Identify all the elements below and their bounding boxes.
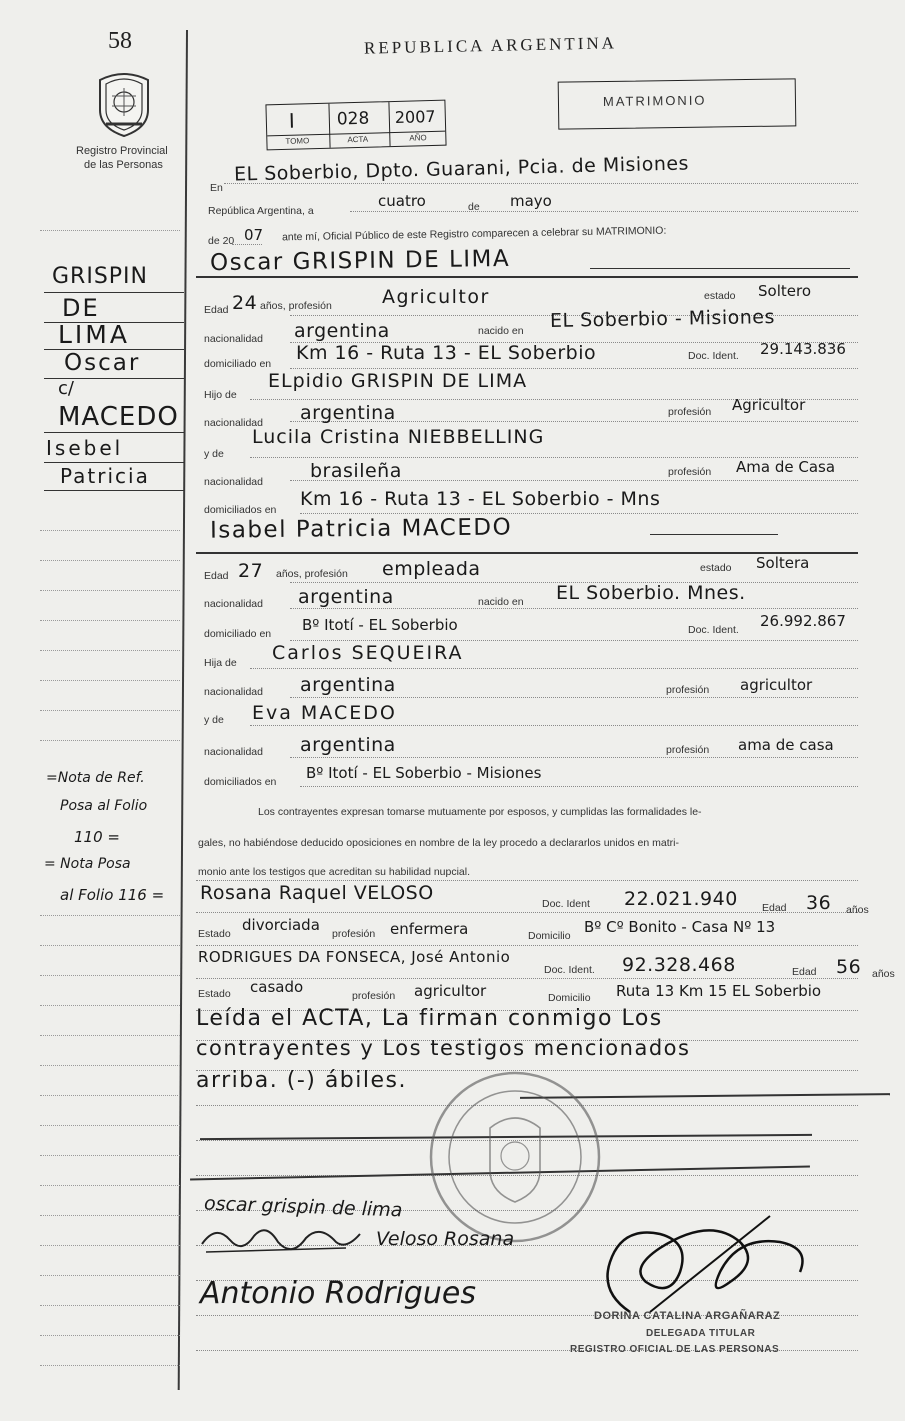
witness1-age-label: Edad [762,902,787,914]
witness1-domicile-label: Domicilio [528,930,571,942]
officer-signature-icon [590,1212,820,1322]
groom-father-label: Hijo de [204,389,237,401]
bride-father-profession: agricultor [740,676,813,694]
bride-birthplace: EL Soberbio. Mnes. [556,582,746,604]
closing-line-3: arriba. (-) ábiles. [196,1068,407,1093]
country-title: REPUBLICA ARGENTINA [363,33,618,58]
groom-mother-profession: Ama de Casa [736,458,836,476]
bride-nationality: argentina [298,586,394,608]
witness2-doc-label: Doc. Ident. [544,964,595,976]
groom-birthplace-label: nacido en [478,325,524,337]
record-id-box [265,100,446,151]
bride-father-label: Hija de [204,657,237,669]
intro-en-label: En [210,182,223,194]
witness2-profession: agricultor [414,982,487,1000]
groom-edad-label: Edad [204,304,229,316]
groom-status: Soltero [758,282,811,300]
signature-groom: oscar grispin de lima [203,1192,403,1222]
bride-nationality-label: nacionalidad [204,598,263,610]
margin-groom-surname-1: GRISPIN [52,264,148,289]
officer-name: DORINA CATALINA ARGAÑARAZ [594,1310,781,1322]
bride-domicile-label: domiciliado en [204,628,272,640]
record-type-label: MATRIMONIO [602,92,707,110]
bride-father-nationality: argentina [300,674,396,696]
groom-mother-nationality: brasileña [310,460,402,482]
tomo-label: TOMO [285,136,310,146]
declaration-line-2: gales, no habiéndose deducido oposiciones en nombre de la ley procedo a declararlos unidos en matri- [198,837,679,849]
groom-father-nationality: argentina [300,402,396,424]
groom-profession-label: años, profesión [260,300,332,312]
bride-mother-profession-label: profesión [666,744,710,756]
groom-estado-label: estado [704,290,736,302]
witness1-status: divorciada [242,916,320,934]
groom-mother-profession-label: profesión [668,466,712,478]
groom-birthplace: EL Soberbio - Misiones [549,306,776,332]
intro-republica-label: República Argentina, a [208,205,314,217]
margin-note-5: al Folio 116 = [60,886,165,904]
margin-bride-given-2: Patricia [60,464,150,488]
acta-value: 028 [336,108,370,130]
groom-mother-nationality-label: nacionalidad [204,476,263,488]
bride-parents-domicile-label: domiciliados en [204,776,277,788]
groom-name: Oscar GRISPIN DE LIMA [209,245,511,277]
bride-profession-label: años, profesión [276,568,348,580]
closing-line-2: contrayentes y Los testigos mencionados [196,1036,691,1060]
intro-sentence: ante mí, Oficial Público de este Registro comparecen a celebrar su MATRIMONIO: [281,224,667,244]
witness2-domicile: Ruta 13 Km 15 EL Soberbio [616,982,822,1000]
witness2-anos-label: años [872,968,895,980]
registry-name-line1: Registro Provincial [76,145,168,157]
bride-father-profession-label: profesión [666,684,710,696]
bride-mother-nationality: argentina [300,734,396,756]
margin-note-1: =Nota de Ref. [46,770,145,786]
witness2-profession-label: profesión [352,990,396,1002]
witness1-status-label: Estado [198,928,231,940]
groom-doc: 29.143.836 [760,340,846,358]
signature-witness1: Veloso Rosana [376,1228,515,1250]
ano-value: 2007 [394,106,436,127]
bride-mother-profession: ama de casa [738,736,834,754]
margin-groom-surname-2: DE [62,294,100,322]
witness2-status: casado [250,978,304,996]
bride-domicile: Bº Itotí - EL Soberbio [302,616,458,634]
ano-label: AÑO [409,133,427,143]
witness1-name: Rosana Raquel VELOSO [200,882,434,904]
groom-doc-label: Doc. Ident. [688,350,739,362]
bride-status: Soltera [756,554,810,572]
witness1-anos-label: años [846,904,869,916]
groom-mother-label: y de [204,448,224,460]
margin-note-4: = Nota Posa [44,856,131,872]
margin-bride-given-1: Isebel [46,436,124,460]
record-type-box [558,78,797,129]
bride-father: Carlos SEQUEIRA [272,642,464,664]
officer-office: REGISTRO OFICIAL DE LAS PERSONAS [570,1344,780,1355]
tomo-value: I [288,108,296,133]
signature-scribble-icon [196,1218,366,1258]
groom-profession: Agricultor [382,286,490,308]
bride-edad-label: Edad [204,570,229,582]
groom-father-nationality-label: nacionalidad [204,417,263,429]
registry-name-line2: de las Personas [84,159,163,171]
page-number: 58 [108,28,132,54]
margin-bride-surname: MACEDO [58,402,179,432]
witness2-age: 56 [836,956,862,978]
groom-parents-domicile: Km 16 - Ruta 13 - EL Soberbio - Mns [300,488,661,510]
witness1-domicile: Bº Cº Bonito - Casa Nº 13 [584,918,776,936]
intro-de20-label: de 20 [208,235,235,247]
witness2-name: RODRIGUES DA FONSECA, José Antonio [198,948,511,966]
groom-nationality: argentina [294,320,390,342]
witness2-domicile-label: Domicilio [548,992,591,1004]
registry-stamp-icon [426,1068,604,1246]
margin-note-2: Posa al Folio [60,798,148,814]
witness1-doc: 22.021.940 [624,888,738,910]
declaration-line-1: Los contrayentes expresan tomarse mutuamente por esposos, y cumplidas las formalidades le- [258,806,702,818]
provincial-seal-icon [92,66,156,138]
bride-profession: empleada [382,558,481,580]
groom-age: 24 [232,292,258,314]
bride-estado-label: estado [700,562,732,574]
intro-place: EL Soberbio, Dpto. Guarani, Pcia. de Misiones [233,152,690,186]
signature-witness2: Antonio Rodrigues [200,1276,476,1311]
bride-mother-label: y de [204,714,224,726]
bride-father-nationality-label: nacionalidad [204,686,263,698]
witness1-doc-label: Doc. Ident [542,898,590,910]
bride-mother-nationality-label: nacionalidad [204,746,263,758]
groom-father-profession-label: profesión [668,406,712,418]
groom-domicile-label: domiciliado en [204,358,272,370]
groom-parents-domicile-label: domiciliados en [204,504,277,516]
margin-note-3: 110 = [74,828,120,846]
bride-birthplace-label: nacido en [478,596,524,608]
intro-year: 07 [244,226,264,244]
officer-title: DELEGADA TITULAR [646,1328,756,1339]
witness1-profession-label: profesión [332,928,376,940]
declaration-line-3: monio ante los testigos que acreditan su habilidad nupcial. [198,866,471,878]
witness1-age: 36 [806,892,832,914]
acta-label: ACTA [347,134,369,145]
witness2-doc: 92.328.468 [622,954,736,976]
closing-line-1: Leída el ACTA, La firman conmigo Los [196,1006,663,1031]
groom-nationality-label: nacionalidad [204,333,263,345]
bride-doc: 26.992.867 [760,612,846,630]
margin-groom-surname-3: LIMA [58,320,130,349]
bride-age: 27 [238,560,264,582]
intro-month: mayo [510,192,552,210]
bride-name: Isabel Patricia MACEDO [209,514,513,544]
groom-father-profession: Agricultor [732,396,806,414]
bride-parents-domicile: Bº Itotí - EL Soberbio - Misiones [306,764,542,782]
groom-father: ELpidio GRISPIN DE LIMA [268,370,528,392]
bride-doc-label: Doc. Ident. [688,624,739,636]
intro-de-label: de [468,201,480,213]
intro-day: cuatro [378,192,426,210]
witness2-status-label: Estado [198,988,231,1000]
witness1-profession: enfermera [390,920,469,938]
margin-and-sign: c/ [58,378,74,399]
groom-domicile: Km 16 - Ruta 13 - EL Soberbio [296,342,597,364]
margin-groom-given: Oscar [64,350,141,376]
witness2-age-label: Edad [792,966,817,978]
groom-mother: Lucila Cristina NIEBBELLING [252,426,545,448]
bride-mother: Eva MACEDO [252,702,397,724]
